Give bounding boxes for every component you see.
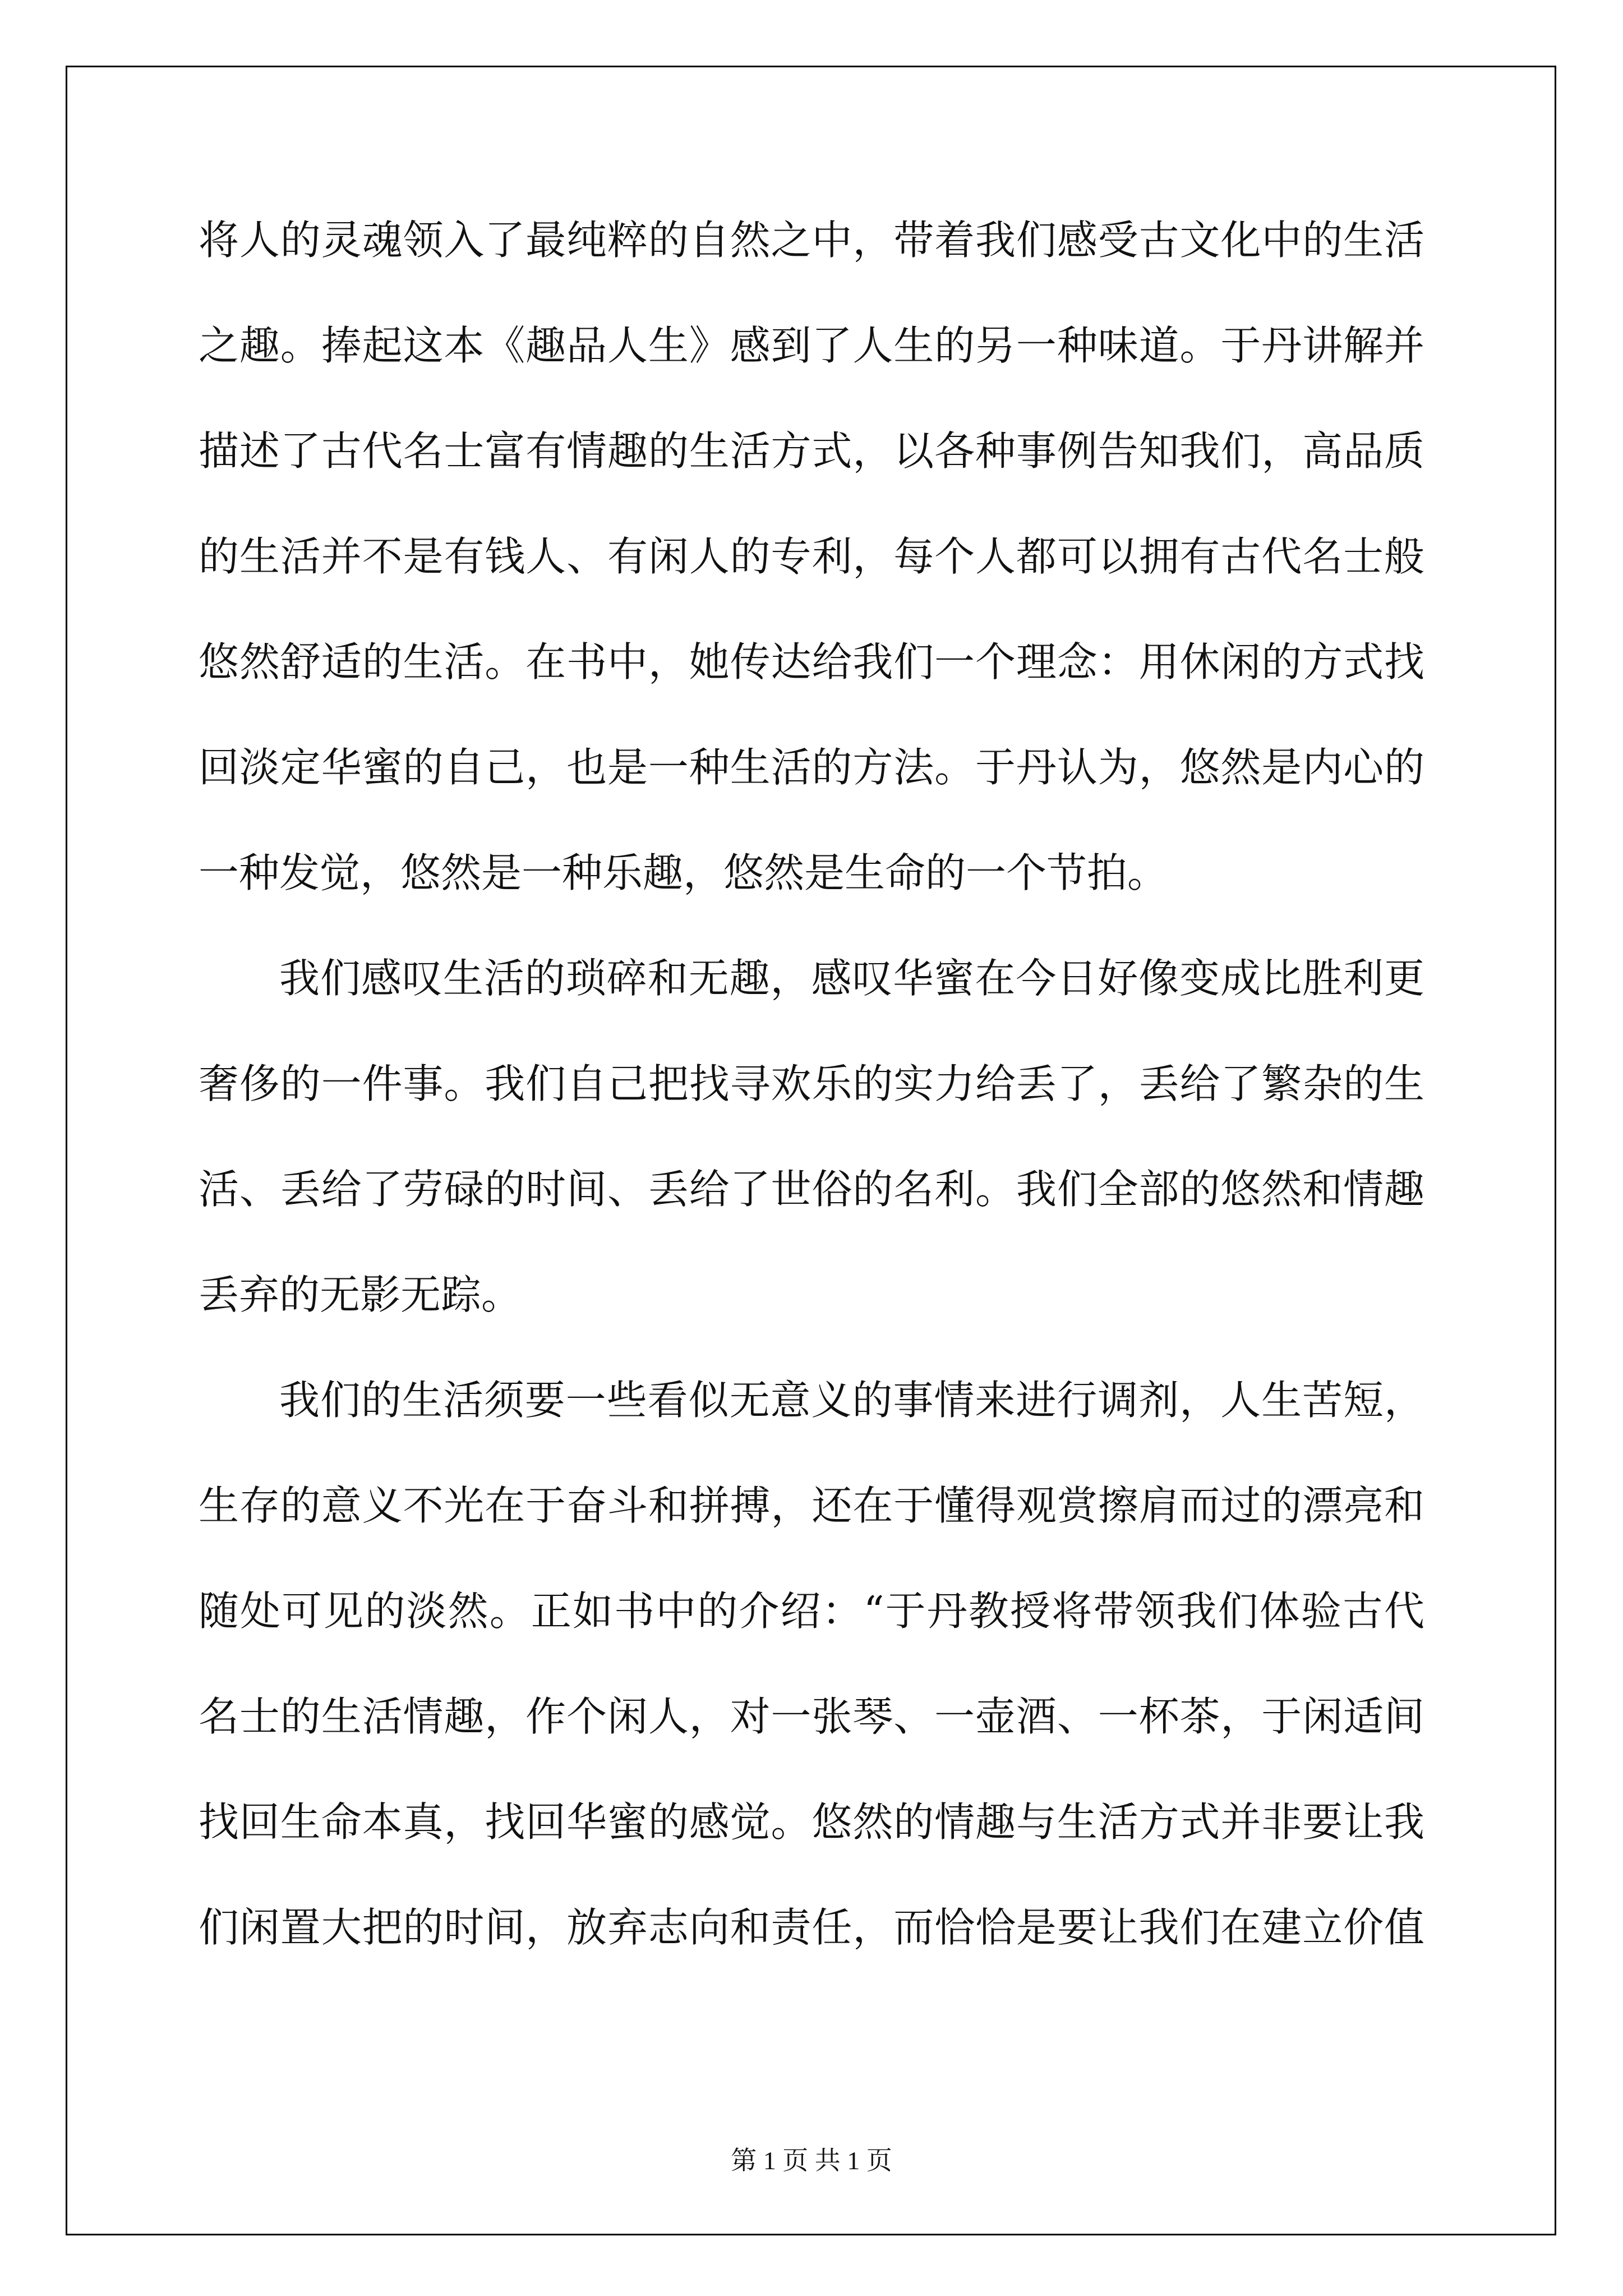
text-line: 将人的灵魂领入了最纯粹的自然之中，带着我们感受古文化中的生活	[199, 217, 1424, 264]
text-line: 我们感叹生活的琐碎和无趣，感叹华蜜在今日好像变成比胜利更	[279, 955, 1424, 1002]
text-line: 我们的生活须要一些看似无意义的事情来进行调剂，人生苦短，	[279, 1377, 1424, 1424]
page-number-footer: 第 1 页 共 1 页	[731, 2146, 892, 2175]
text-line: 名士的生活情趣，作个闲人，对一张琴、一壶酒、一杯茶，于闲适间	[199, 1693, 1424, 1740]
text-line: 丢弃的无影无踪。	[199, 1271, 522, 1318]
text-line: 的生活并不是有钱人、有闲人的专利，每个人都可以拥有古代名士般	[199, 533, 1424, 580]
text-line: 生存的意义不光在于奋斗和拼搏，还在于懂得观赏擦肩而过的漂亮和	[199, 1482, 1424, 1529]
text-line: 回淡定华蜜的自己，也是一种生活的方法。于丹认为，悠然是内心的	[199, 744, 1424, 791]
text-line: 找回生命本真，找回华蜜的感觉。悠然的情趣与生活方式并非要让我	[199, 1798, 1424, 1846]
text-line: 活、丢给了劳碌的时间、丢给了世俗的名利。我们全部的悠然和情趣	[199, 1166, 1424, 1213]
text-line: 奢侈的一件事。我们自己把找寻欢乐的实力给丢了，丢给了繁杂的生	[199, 1060, 1424, 1107]
text-line: 之趣。捧起这本《趣品人生》感到了人生的另一种味道。于丹讲解并	[199, 322, 1424, 369]
document-body	[199, 217, 1424, 2013]
text-line: 描述了古代名士富有情趣的生活方式，以各种事例告知我们，高品质	[199, 427, 1424, 475]
text-line: 悠然舒适的生活。在书中，她传达给我们一个理念：用休闲的方式找	[199, 638, 1424, 685]
text-line: 随处可见的淡然。正如书中的介绍：“于丹教授将带领我们体验古代	[199, 1588, 1424, 1635]
text-line: 们闲置大把的时间，放弃志向和责任，而恰恰是要让我们在建立价值	[199, 1904, 1424, 1951]
text-line: 一种发觉，悠然是一种乐趣，悠然是生命的一个节拍。	[199, 849, 1168, 896]
